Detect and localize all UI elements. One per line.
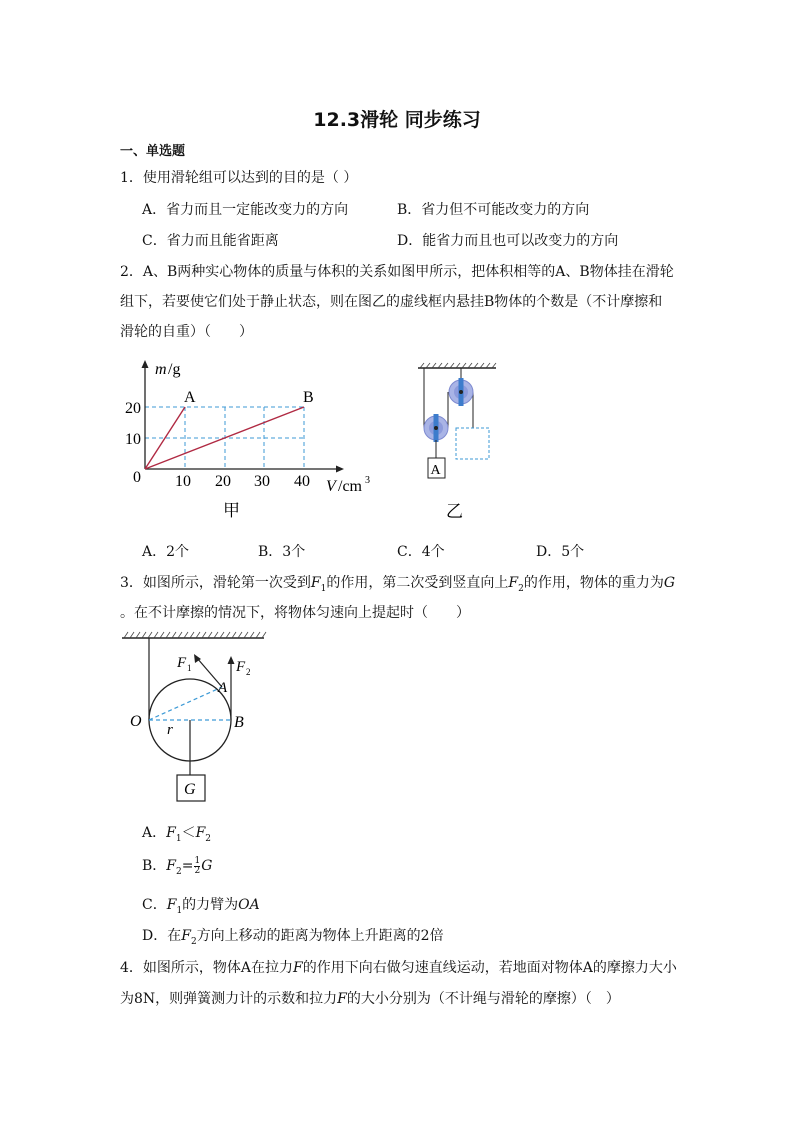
question-2-line-2: 组下，若要使它们处于静止状态，则在图乙的虚线框内悬挂B物体的个数是（不计摩擦和	[120, 294, 663, 310]
q3-option-c[interactable]: C．$F_1$的力臂为OA	[142, 897, 260, 916]
movable-pulley-center	[434, 426, 438, 430]
question-2-line-1: 2．A、B两种实心物体的质量与体积的关系如图甲所示，把体积相等的A、B物体挂在滑轮	[120, 264, 674, 280]
y-axis-label-unit: /g	[168, 361, 181, 378]
label-b: B	[234, 714, 244, 731]
q2-option-a[interactable]: A．2个	[142, 544, 190, 560]
q1-option-c[interactable]: C．省力而且能省距离	[142, 233, 279, 249]
figure-caption-jia: 甲	[223, 501, 240, 520]
y-tick-10: 10	[125, 431, 141, 448]
q2-option-d[interactable]: D．5个	[536, 544, 585, 560]
fraction-half: $\frac{1}{2}$	[194, 855, 201, 876]
q2-option-b[interactable]: B．3个	[258, 544, 306, 560]
y-tick-20: 20	[125, 400, 141, 417]
q3-option-b[interactable]: B．$F_2=$ $\frac{1}{2}$ G	[142, 855, 213, 877]
x-axis-label-unit: /cm	[338, 478, 362, 495]
x-axis-arrow	[336, 466, 344, 473]
x-tick-10: 10	[175, 473, 191, 490]
question-1-stem: 1．使用滑轮组可以达到的目的是（ ）	[120, 170, 358, 186]
box-a-label: A	[430, 463, 441, 478]
point-label-a: A	[184, 389, 196, 406]
label-o: O	[130, 713, 142, 730]
line-a	[145, 407, 185, 469]
x-axis-label-v: V	[326, 478, 336, 495]
q1-option-a[interactable]: A．省力而且一定能改变力的方向	[142, 202, 349, 218]
q1-option-d[interactable]: D．能省力而且也可以改变力的方向	[397, 233, 619, 249]
x-tick-40: 40	[294, 473, 310, 490]
q3-option-d[interactable]: D．在$F_2$方向上移动的距离为物体上升距离的2倍	[142, 928, 444, 947]
ceiling-hatching	[124, 632, 266, 638]
q1-option-b[interactable]: B．省力但不可能改变力的方向	[397, 202, 590, 218]
fixed-pulley-center	[459, 390, 463, 394]
question-3-line-2: 。在不计摩擦的情况下，将物体匀速向上提起时（ ）	[120, 605, 470, 621]
origin-label: 0	[133, 469, 141, 486]
label-a: A	[218, 680, 228, 696]
dashed-box	[456, 428, 489, 459]
label-r: r	[167, 722, 173, 738]
question-2-line-3: 滑轮的自重）（ ）	[120, 324, 253, 340]
section-heading: 一、单选题	[120, 144, 186, 159]
question-4-line-2: 为8N，则弹簧测力计的示数和拉力F的大小分别为（不计绳与滑轮的摩擦）（ ）	[120, 991, 620, 1007]
q3-option-a[interactable]: A．$F_1<F_2$	[142, 825, 212, 844]
question-4-line-1: 4．如图所示，物体A在拉力F的作用下向右做匀速直线运动，若地面对物体A的摩擦力大小	[120, 960, 677, 976]
label-f2: F	[236, 659, 246, 675]
figure-q3-pulley-lever	[118, 630, 278, 808]
label-f1: F	[177, 655, 187, 671]
point-label-b: B	[303, 389, 314, 406]
q2-option-c[interactable]: C．4个	[397, 544, 445, 560]
force-f2-arrow	[228, 656, 235, 664]
x-axis-label-exponent: 3	[365, 475, 370, 486]
weight-label: G	[184, 781, 196, 798]
label-f1-sub: 1	[187, 663, 192, 673]
x-tick-30: 30	[254, 473, 270, 490]
figure-jia-mass-volume-graph	[125, 352, 378, 527]
label-f2-sub: 2	[246, 667, 251, 677]
y-axis-label-m: m	[155, 361, 167, 378]
y-axis-arrow	[142, 360, 149, 368]
figure-yi-pulley-system	[412, 362, 502, 524]
page-title: 12.3滑轮 同步练习	[313, 109, 481, 131]
question-3-line-1: 3．如图所示，滑轮第一次受到$F_1$的作用，第二次受到竖直向上$F_2$的作用，物体的重力为G	[120, 575, 676, 594]
x-tick-20: 20	[215, 473, 231, 490]
figure-caption-yi: 乙	[446, 502, 463, 521]
